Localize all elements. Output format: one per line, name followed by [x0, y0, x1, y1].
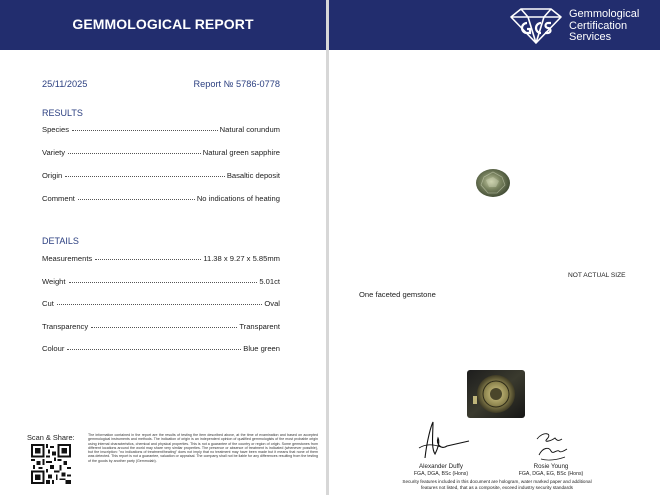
dotted-leader	[69, 282, 258, 283]
row-label: Variety	[42, 148, 66, 157]
results-row-origin	[42, 168, 280, 180]
details-row-transparency	[42, 319, 280, 331]
row-label: Measurements	[42, 254, 93, 263]
not-actual-size-label: NOT ACTUAL SIZE	[568, 272, 626, 279]
results-heading: RESULTS	[42, 108, 83, 118]
row-value: Natural green sapphire	[202, 148, 280, 157]
details-row-colour	[42, 341, 280, 353]
legal-disclaimer: The information contained in the report are the results of testing the item described above, at the time of examination and based on accepted gemmological instruments and methods. The indication of origin is an independent opinion of qualified gemmologists of the most probable origin using internal characteristics, chemical and physical properties. This is not a guarantee of the country or region of origin. Some gemstones from different locations around the world may share very similar properties. The presence or absence of treatment is indicated (whenever possible), but the inscription: "no indications of treatment/heating" does not imply that no treatment may have been made but it means that none of them was detected. This report is not a guarantee, valuation or appraisal. The company shall not be liable for any differences resulting from the testing of the goods by another party (Gemmolab).	[88, 433, 318, 463]
report-title: GEMMOLOGICAL REPORT	[72, 16, 254, 32]
dotted-leader	[72, 130, 218, 131]
details-row-measurements	[42, 251, 280, 263]
company-name-line1: Gemmological	[569, 8, 640, 20]
company-name-line2: Certification	[569, 19, 628, 32]
row-label: Species	[42, 125, 70, 134]
details-heading: DETAILS	[42, 236, 79, 246]
row-value: 11.38 x 9.27 x 5.85mm	[203, 254, 280, 263]
security-note	[387, 479, 607, 491]
row-label: Cut	[42, 299, 54, 308]
dotted-leader	[95, 259, 201, 260]
results-row-comment	[42, 191, 280, 203]
results-row-species	[42, 122, 280, 134]
row-value: 5.01ct	[259, 277, 280, 286]
gemstone-image	[475, 168, 511, 198]
gcs-logo-icon	[507, 7, 565, 45]
signatory-name: Rosie Young	[533, 463, 569, 470]
report-date: 25/11/2025	[42, 79, 88, 89]
company-name-line3: Services	[569, 31, 612, 43]
signature-rosie-young	[529, 429, 573, 463]
row-value: Natural corundum	[219, 125, 280, 134]
dotted-leader	[91, 327, 237, 328]
report-number: Report № 5786-0778	[193, 79, 280, 89]
report-right-page	[329, 0, 660, 495]
qr-code-icon[interactable]	[31, 444, 71, 484]
dotted-leader	[57, 304, 263, 305]
dotted-leader	[68, 153, 201, 154]
row-value: Basaltic deposit	[226, 171, 280, 180]
dotted-leader	[67, 349, 241, 350]
row-label: Comment	[42, 194, 75, 203]
results-row-variety	[42, 145, 280, 157]
company-name	[569, 9, 639, 44]
row-label: Origin	[42, 171, 63, 180]
signature-alexander-duffy	[411, 420, 471, 462]
security-note-line2: features not listed, that as a composite, exceed industry security standards	[421, 485, 573, 490]
details-row-cut	[42, 296, 280, 308]
row-label: Weight	[42, 277, 66, 286]
signatory-credentials: FGA, DGA, EG, BSc (Hons)	[518, 471, 584, 477]
details-row-weight	[42, 274, 280, 286]
row-label: Colour	[42, 344, 65, 353]
hologram-seal-icon	[467, 370, 525, 418]
row-value: Transparent	[239, 322, 280, 331]
dotted-leader	[78, 199, 195, 200]
row-value: No indications of heating	[196, 194, 280, 203]
gem-caption: One faceted gemstone	[359, 290, 436, 299]
row-value: Oval	[264, 299, 280, 308]
row-label: Transparency	[42, 322, 89, 331]
row-value: Blue green	[243, 344, 280, 353]
dotted-leader	[65, 176, 225, 177]
scan-share-label: Scan & Share:	[27, 433, 75, 442]
security-note-line1: Security features included in this document are hologram, water marked paper and additional	[402, 479, 592, 484]
signatory-name: Alexander Duffy	[419, 463, 463, 470]
signatory-credentials: FGA, DGA, BSc (Hons)	[413, 471, 469, 477]
report-left-page	[0, 0, 326, 495]
